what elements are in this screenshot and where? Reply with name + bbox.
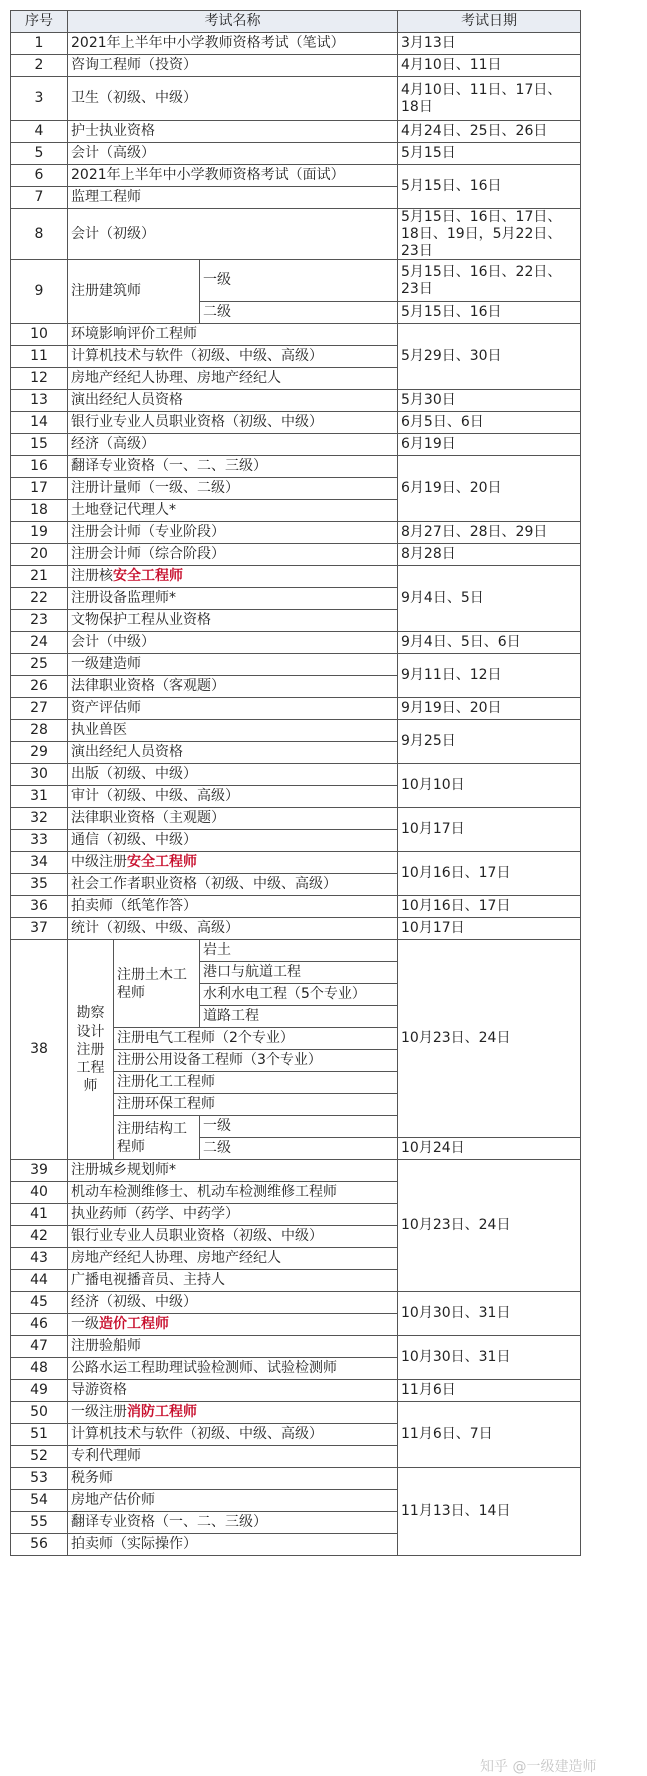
exam-name-prefix: 注册核 [71, 568, 113, 585]
table-row [11, 260, 581, 302]
exam-name: 卫生（初级、中级） [68, 77, 398, 121]
exam-date: 10月23日、24日 [398, 1160, 581, 1292]
exam-date: 9月4日、5日 [398, 566, 581, 632]
table-row [11, 544, 581, 566]
row-number: 11 [11, 346, 68, 368]
table-row [11, 1468, 581, 1490]
exam-name-highlight: 安全工程师 [127, 854, 197, 871]
exam-date: 6月19日 [398, 434, 581, 456]
exam-date: 5月15日、16日 [398, 165, 581, 209]
exam-name-prefix: 一级注册 [71, 1404, 127, 1421]
row-number: 44 [11, 1270, 68, 1292]
exam-name: 执业药师（药学、中药学） [68, 1204, 398, 1226]
table-row [11, 121, 581, 143]
row-number: 33 [11, 830, 68, 852]
table-row [11, 808, 581, 830]
row-number: 15 [11, 434, 68, 456]
exam-specialty: 岩土 [200, 940, 398, 962]
row-number: 50 [11, 1402, 68, 1424]
table-row [11, 1402, 581, 1424]
row-number: 47 [11, 1336, 68, 1358]
exam-name: 资产评估师 [68, 698, 398, 720]
exam-name: 土地登记代理人* [68, 500, 398, 522]
row-number: 29 [11, 742, 68, 764]
header-number: 序号 [11, 11, 68, 33]
row-number: 22 [11, 588, 68, 610]
table-row [11, 720, 581, 742]
row-number: 56 [11, 1534, 68, 1556]
exam-name: 注册会计师（综合阶段） [68, 544, 398, 566]
exam-date: 8月28日 [398, 544, 581, 566]
exam-date: 10月23日、24日 [398, 940, 581, 1138]
row-number: 35 [11, 874, 68, 896]
exam-name: 房地产经纪人协理、房地产经纪人 [68, 368, 398, 390]
exam-name: 拍卖师（纸笔作答） [68, 896, 398, 918]
table-row [11, 632, 581, 654]
row-number: 3 [11, 77, 68, 121]
exam-name: 会计（初级） [68, 209, 398, 260]
exam-specialty: 一级 [200, 1116, 398, 1138]
row-number: 12 [11, 368, 68, 390]
exam-date: 5月15日、16日、22日、23日 [398, 260, 581, 302]
row-number: 6 [11, 165, 68, 187]
row-number: 1 [11, 33, 68, 55]
row-number: 28 [11, 720, 68, 742]
table-row [11, 434, 581, 456]
row-number: 25 [11, 654, 68, 676]
exam-specialty: 道路工程 [200, 1006, 398, 1028]
row-number: 30 [11, 764, 68, 786]
exam-date: 6月19日、20日 [398, 456, 581, 522]
exam-name: 环境影响评价工程师 [68, 324, 398, 346]
exam-specialty: 港口与航道工程 [200, 962, 398, 984]
row-number: 10 [11, 324, 68, 346]
row-number: 42 [11, 1226, 68, 1248]
row-number: 41 [11, 1204, 68, 1226]
exam-date: 4月24日、25日、26日 [398, 121, 581, 143]
exam-date: 10月17日 [398, 808, 581, 852]
exam-subcategory: 注册土木工程师 [114, 940, 200, 1028]
exam-name: 经济（初级、中级） [68, 1292, 398, 1314]
table-row [11, 1160, 581, 1182]
exam-name: 执业兽医 [68, 720, 398, 742]
row-number: 37 [11, 918, 68, 940]
row-number: 40 [11, 1182, 68, 1204]
exam-name: 计算机技术与软件（初级、中级、高级） [68, 346, 398, 368]
exam-name [68, 852, 398, 874]
exam-subcategory: 注册结构工程师 [114, 1116, 200, 1160]
exam-name: 税务师 [68, 1468, 398, 1490]
header-exam-name: 考试名称 [68, 11, 398, 33]
exam-name: 计算机技术与软件（初级、中级、高级） [68, 1424, 398, 1446]
table-row [11, 324, 581, 346]
exam-name: 翻译专业资格（一、二、三级） [68, 456, 398, 478]
row-number: 16 [11, 456, 68, 478]
row-number: 51 [11, 1424, 68, 1446]
row-number: 9 [11, 260, 68, 324]
exam-name: 翻译专业资格（一、二、三级） [68, 1512, 398, 1534]
exam-name: 注册验船师 [68, 1336, 398, 1358]
exam-date: 10月16日、17日 [398, 896, 581, 918]
watermark: 知乎 @一级建造师 [480, 1759, 597, 1775]
exam-name: 咨询工程师（投资） [68, 55, 398, 77]
exam-name: 一级建造师 [68, 654, 398, 676]
exam-name [68, 566, 398, 588]
table-row [11, 390, 581, 412]
row-number: 54 [11, 1490, 68, 1512]
table-row [11, 456, 581, 478]
exam-name: 演出经纪人员资格 [68, 390, 398, 412]
exam-name: 社会工作者职业资格（初级、中级、高级） [68, 874, 398, 896]
table-row [11, 852, 581, 874]
row-number: 43 [11, 1248, 68, 1270]
table-row [11, 698, 581, 720]
table-row [11, 55, 581, 77]
row-number: 34 [11, 852, 68, 874]
exam-name: 审计（初级、中级、高级） [68, 786, 398, 808]
exam-name-prefix: 中级注册 [71, 854, 127, 871]
table-row [11, 33, 581, 55]
row-number: 18 [11, 500, 68, 522]
table-row [11, 143, 581, 165]
table-row [11, 896, 581, 918]
table-row [11, 566, 581, 588]
table-row [11, 522, 581, 544]
exam-name: 2021年上半年中小学教师资格考试（面试） [68, 165, 398, 187]
exam-date: 5月30日 [398, 390, 581, 412]
exam-date: 9月19日、20日 [398, 698, 581, 720]
exam-name: 注册会计师（专业阶段） [68, 522, 398, 544]
exam-date: 10月10日 [398, 764, 581, 808]
row-number: 5 [11, 143, 68, 165]
row-number: 52 [11, 1446, 68, 1468]
exam-date: 9月11日、12日 [398, 654, 581, 698]
exam-specialty: 水利水电工程（5个专业） [200, 984, 398, 1006]
exam-group-name: 勘察设计注册工程师 [68, 940, 114, 1160]
row-number: 39 [11, 1160, 68, 1182]
exam-date: 11月6日、7日 [398, 1402, 581, 1468]
row-number: 8 [11, 209, 68, 260]
exam-name: 会计（中级） [68, 632, 398, 654]
row-number: 21 [11, 566, 68, 588]
exam-date: 4月10日、11日、17日、18日 [398, 77, 581, 121]
row-number: 27 [11, 698, 68, 720]
exam-name: 银行业专业人员职业资格（初级、中级） [68, 1226, 398, 1248]
exam-name: 护士执业资格 [68, 121, 398, 143]
row-number: 19 [11, 522, 68, 544]
exam-name: 会计（高级） [68, 143, 398, 165]
table-row [11, 764, 581, 786]
row-number: 4 [11, 121, 68, 143]
row-number: 31 [11, 786, 68, 808]
exam-name: 注册设备监理师* [68, 588, 398, 610]
exam-name: 监理工程师 [68, 187, 398, 209]
exam-name: 统计（初级、中级、高级） [68, 918, 398, 940]
table-row [11, 209, 581, 260]
row-number: 38 [11, 940, 68, 1160]
exam-name: 通信（初级、中级） [68, 830, 398, 852]
row-number: 14 [11, 412, 68, 434]
table-row [11, 1380, 581, 1402]
row-number: 24 [11, 632, 68, 654]
row-number: 26 [11, 676, 68, 698]
exam-schedule-table [10, 10, 581, 1556]
row-number: 49 [11, 1380, 68, 1402]
exam-schedule-wrapper [10, 10, 597, 1775]
exam-name-highlight: 安全工程师 [113, 568, 183, 585]
row-number: 46 [11, 1314, 68, 1336]
exam-name: 经济（高级） [68, 434, 398, 456]
exam-date: 10月17日 [398, 918, 581, 940]
exam-subcategory: 注册公用设备工程师（3个专业） [114, 1050, 398, 1072]
exam-name-highlight: 消防工程师 [127, 1404, 197, 1421]
exam-schedule-body [11, 11, 581, 1556]
row-number: 53 [11, 1468, 68, 1490]
row-number: 20 [11, 544, 68, 566]
exam-date: 11月6日 [398, 1380, 581, 1402]
exam-subcategory: 注册化工工程师 [114, 1072, 398, 1094]
row-number: 13 [11, 390, 68, 412]
exam-subcategory: 注册环保工程师 [114, 1094, 398, 1116]
exam-date: 10月30日、31日 [398, 1336, 581, 1380]
exam-date: 3月13日 [398, 33, 581, 55]
exam-level: 一级 [200, 260, 398, 302]
exam-name: 导游资格 [68, 1380, 398, 1402]
exam-name: 拍卖师（实际操作） [68, 1534, 398, 1556]
exam-name: 演出经纪人员资格 [68, 742, 398, 764]
row-number: 23 [11, 610, 68, 632]
exam-date: 6月5日、6日 [398, 412, 581, 434]
exam-date: 9月25日 [398, 720, 581, 764]
table-row [11, 77, 581, 121]
table-row [11, 1336, 581, 1358]
exam-specialty: 二级 [200, 1138, 398, 1160]
exam-name: 房地产经纪人协理、房地产经纪人 [68, 1248, 398, 1270]
exam-name: 专利代理师 [68, 1446, 398, 1468]
exam-level: 二级 [200, 302, 398, 324]
table-row [11, 654, 581, 676]
exam-name: 广播电视播音员、主持人 [68, 1270, 398, 1292]
exam-name: 注册建筑师 [68, 260, 200, 324]
row-number: 36 [11, 896, 68, 918]
exam-name-prefix: 一级 [71, 1316, 99, 1333]
exam-name: 机动车检测维修士、机动车检测维修工程师 [68, 1182, 398, 1204]
exam-date: 10月24日 [398, 1138, 581, 1160]
exam-name: 银行业专业人员职业资格（初级、中级） [68, 412, 398, 434]
exam-name: 注册城乡规划师* [68, 1160, 398, 1182]
header-row [11, 11, 581, 33]
row-number: 7 [11, 187, 68, 209]
exam-date: 5月15日、16日 [398, 302, 581, 324]
exam-date: 5月29日、30日 [398, 324, 581, 390]
exam-name: 房地产估价师 [68, 1490, 398, 1512]
exam-name: 注册计量师（一级、二级） [68, 478, 398, 500]
exam-date: 4月10日、11日 [398, 55, 581, 77]
row-number: 45 [11, 1292, 68, 1314]
header-exam-date: 考试日期 [398, 11, 581, 33]
row-number: 17 [11, 478, 68, 500]
exam-date: 9月4日、5日、6日 [398, 632, 581, 654]
exam-name-highlight: 造价工程师 [99, 1316, 169, 1333]
exam-name [68, 1314, 398, 1336]
exam-date: 5月15日 [398, 143, 581, 165]
exam-date: 10月30日、31日 [398, 1292, 581, 1336]
exam-name: 出版（初级、中级） [68, 764, 398, 786]
row-number: 2 [11, 55, 68, 77]
exam-subcategory: 注册电气工程师（2个专业） [114, 1028, 398, 1050]
exam-name: 法律职业资格（客观题） [68, 676, 398, 698]
exam-date: 10月16日、17日 [398, 852, 581, 896]
exam-name: 2021年上半年中小学教师资格考试（笔试） [68, 33, 398, 55]
table-row [11, 1292, 581, 1314]
row-number: 48 [11, 1358, 68, 1380]
exam-name [68, 1402, 398, 1424]
row-number: 55 [11, 1512, 68, 1534]
exam-date: 11月13日、14日 [398, 1468, 581, 1556]
exam-name: 公路水运工程助理试验检测师、试验检测师 [68, 1358, 398, 1380]
row-number: 32 [11, 808, 68, 830]
table-row [11, 918, 581, 940]
exam-date: 5月15日、16日、17日、18日、19日，5月22日、23日 [398, 209, 581, 260]
table-row [11, 940, 581, 962]
exam-name: 文物保护工程从业资格 [68, 610, 398, 632]
exam-date: 8月27日、28日、29日 [398, 522, 581, 544]
table-row [11, 165, 581, 187]
exam-name: 法律职业资格（主观题） [68, 808, 398, 830]
table-row [11, 412, 581, 434]
